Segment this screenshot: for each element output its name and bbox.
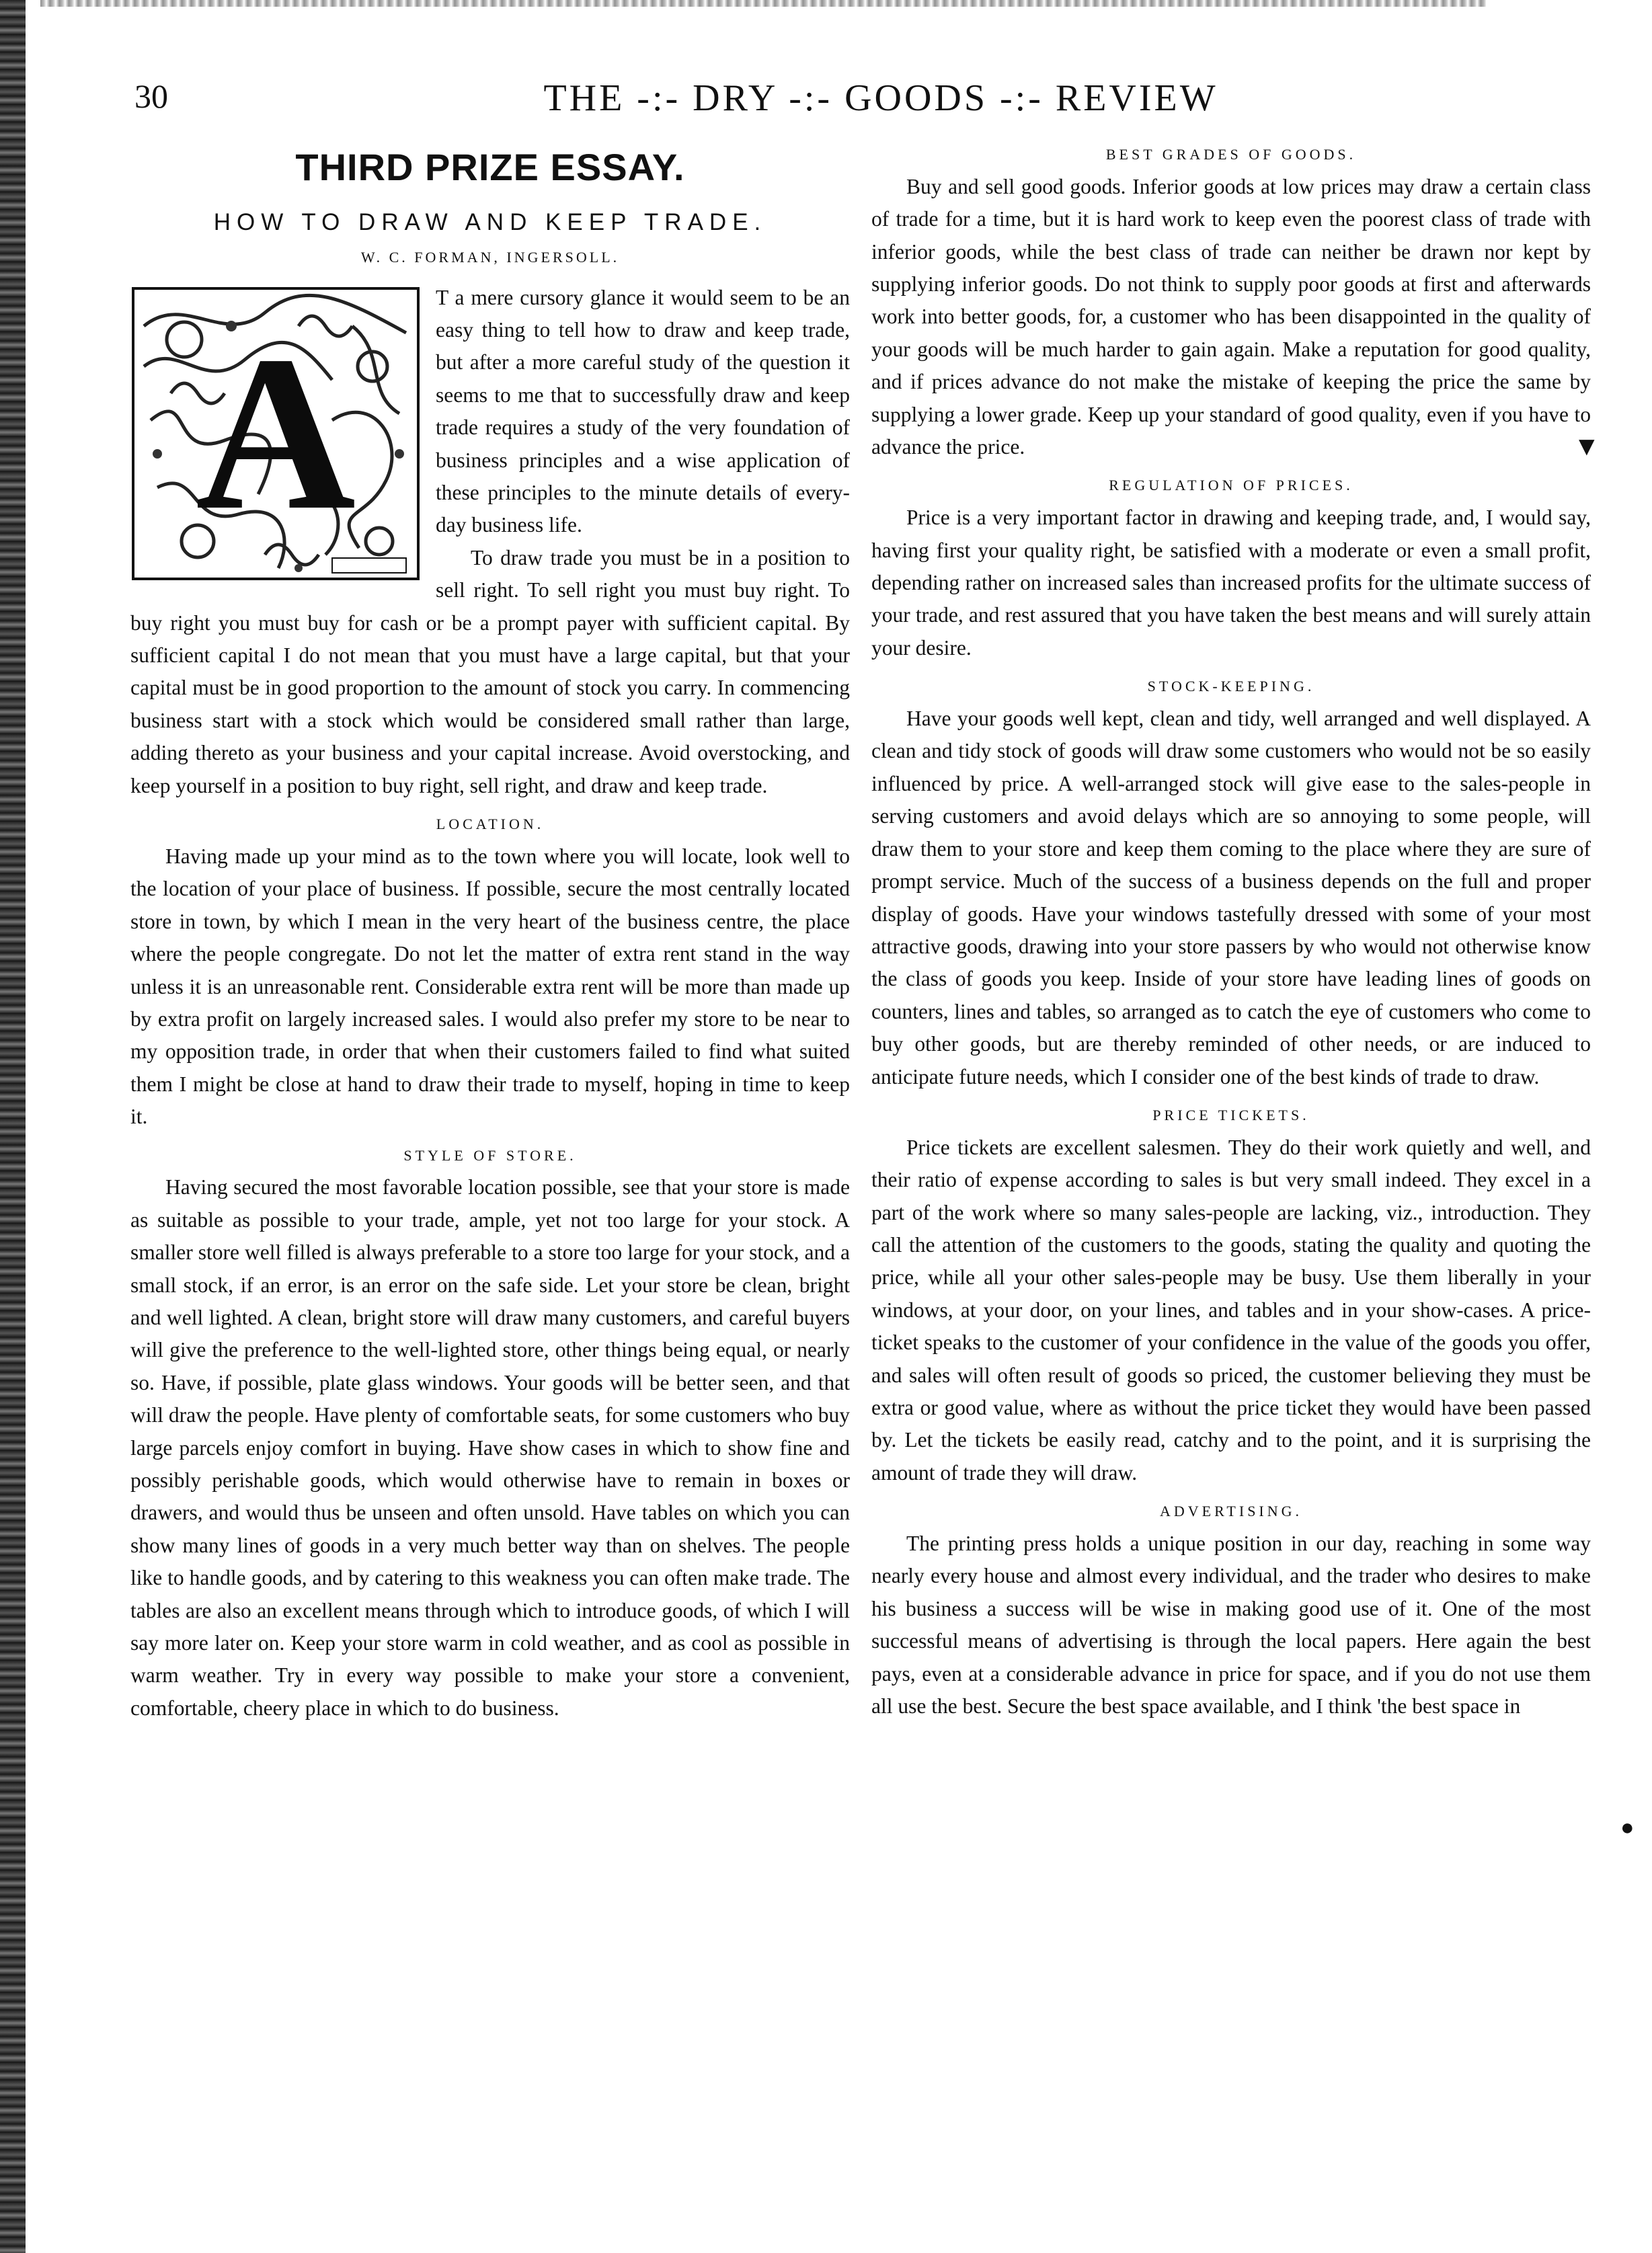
- paragraph-draw-trade: To draw trade you must be in a position to sell right. To sell right you must buy right. To buy right you must buy for cash or be a prompt payer with sufficient capital. By sufficient capital I do not mean that you must have a large capital, but that your capital must be in good proportion to the amount of stock you carry. In commencing business start with a stock which would be considered small rather than large, adding thereto as your business and your capital increase. Avoid overstocking, and keep yourself in a position to buy right, sell right, and draw and keep trade.: [130, 545, 850, 797]
- scan-edge-top: [40, 0, 1486, 7]
- section-text-price-tickets: Price tickets are excellent salesmen. They do their work quietly and well, and their ratio of expense according to sales is but very small indeed. They excel in a part of the work where so many sales-people are lacking, viz., introduction. They call the attention of the customers to the goods, stating the quality and quoting the price, while all your other sales-people may be busy. Use them liberally in your windows, at your door, on your lines, and tables and in your show-cases. A price-ticket speaks to the customer of your confidence in the value of the goods you offer, and sales will often result of goods so priced, the customer believing they must be extra or good value, where as without the price ticket they would have been passed by. Let the tickets be easily read, catchy and to the point, and it is surprising the amount of trade they will draw.: [871, 1135, 1591, 1485]
- running-head: THE -:- DRY -:- GOODS -:- REVIEW: [543, 77, 1218, 119]
- essay-title: THIRD PRIZE ESSAY.: [295, 146, 685, 188]
- drop-cap-letter: A: [195, 310, 356, 556]
- section-heading-stock-keeping: STOCK-KEEPING.: [1147, 678, 1315, 695]
- section-heading-regulation-of-prices: REGULATION OF PRICES.: [1109, 477, 1353, 494]
- section-text-advertising: The printing press holds a unique position in our day, reaching in some way nearly every house and almost every individual, and the trader who desires to make his business a success will be wise in making good use of it. One of the most successful means of advertising is through the local papers. Here again the best pays, even at a considerable advance in price for space, and if you do not use them all use the best. Secure the best space available, and I think 'the best space in: [871, 1532, 1591, 1718]
- scan-speck-mark: ●: [1620, 1815, 1635, 1840]
- section-text-stock-keeping: Have your goods well kept, clean and tidy, well arranged and well displayed. A clean and tidy stock of goods will draw some customers who would not be so easily influenced by price. A well-arranged stock will give ease to the sales-people in serving customers and avoid delays which are so annoying to some people, will draw them to your store and keep them coming to the place where they are sure of prompt service. Much of the success of a business depends on the full and proper display of goods. Have your windows tastefully dressed with some of your most attractive goods, drawing into your store passers by who would not otherwise know the class of goods you keep. Inside of your store have leading lines of goods on counters, lines and tables, so arranged as to catch the eye of customers who come to buy other goods, but are thereby reminded of other needs, or are induced to anticipate future needs, which I consider one of the best kinds of trade to draw.: [871, 707, 1591, 1089]
- section-heading-style-of-store: STYLE OF STORE.: [403, 1146, 577, 1164]
- section-text-best-grades: Buy and sell good goods. Inferior goods at low prices may draw a certain class of trade for a time, but it is hard work to keep even the poorest class of trade with inferior goods, while the best class of trade can neither be drawn nor kept by supplying inferior goods. Do not think to supply poor goods at first and afterwards work into better goods, for, a customer who has been disappointed in the quality of your goods will be much harder to gain again. Make a reputation for good quality, and if prices advance do not make the mistake of keeping the price the same by supplying a lower grade. Keep up your standard of good quality, even if you have to advance the price.: [871, 174, 1591, 459]
- ornamental-drop-cap: [130, 286, 421, 582]
- section-heading-location: LOCATION.: [436, 816, 545, 833]
- section-text-style-of-store: Having secured the most favorable location possible, see that your store is made as suitable as possible to your trade, ample, yet not too large for your stock. A smaller store well filled is always preferable to a store too large for your stock, and a small stock, if an error, is an error on the safe side. Let your store be clean, bright and well lighted. A clean, bright store will draw many customers, and careful buyers will give the preference to the well-lighted store, other things being equal, or nearly so. Have, if possible, plate glass windows. Your goods will be better seen, and that will draw the people. Have plenty of comfortable seats, for some customers who buy large parcels enjoy comfort in buying. Have show cases in which to show fine and possibly perishable goods, which would otherwise have to remain in boxes or drawers, and would thus be unseen and often unsold. Have tables on which you can show many lines of goods in a very much better way than on shelves. The people like to handle goods, and by catering to this weakness you can often make trade. The tables are also an excellent means through which to introduce goods, of which I will say more later on. Keep your store warm in cold weather, and as cool as possible in warm weather. Try in every way possible to make your store a convenient, comfortable, cheery place in which to do business.: [130, 1175, 850, 1720]
- page-number: 30: [134, 77, 168, 115]
- section-text-location: Having made up your mind as to the town where you will locate, look well to the location of your place of business. If possible, secure the most centrally located store in town, by which I mean in the very heart of the business centre, the place where the people congregate. Do not let the matter of extra rent stand in the way unless it is an unreasonable rent. Considerable extra rent will be more than made up by extra profit on largely increased sales. I would also prefer my store to be near to my opposition trade, in order that when their customers failed to find what suited them I might be close at hand to draw their trade to myself, hoping in time to keep it.: [130, 844, 850, 1129]
- section-heading-best-grades: BEST GRADES OF GOODS.: [1105, 146, 1357, 163]
- column-left: [130, 138, 850, 1725]
- essay-subtitle: HOW TO DRAW AND KEEP TRADE.: [213, 209, 767, 236]
- scan-edge-left: [0, 0, 26, 2253]
- section-text-regulation-of-prices: Price is a very important factor in drawing and keeping trade, and, I would say, having first your quality right, be satisfied with a moderate or even a small profit, depending rather on increased sales than increased profits for the ultimate success of your trade, and rest assured that you have taken the best means and will surely attain your desire.: [871, 506, 1591, 660]
- section-heading-advertising: ADVERTISING.: [1159, 1503, 1303, 1520]
- scan-speck-mark: ▼: [1573, 431, 1600, 461]
- intro-paragraph: T a mere cursory glance it would seem to be an easy thing to tell how to draw and keep trade, but after a more careful study of the question it seems to me that to successfully draw and keep trade requires a study of the very foundation of business principles and a wise application of these principles to the minute details of every-day business life.: [436, 285, 850, 537]
- section-heading-price-tickets: PRICE TICKETS.: [1152, 1106, 1310, 1123]
- essay-author: W. C. FORMAN, INGERSOLL.: [360, 249, 620, 266]
- column-right: [871, 138, 1591, 1723]
